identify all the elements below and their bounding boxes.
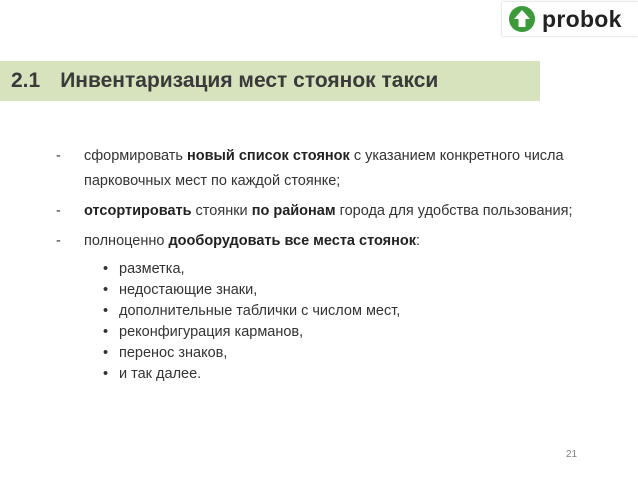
text-segment: : [416,233,421,249]
bullet-dot: • [103,282,109,298]
slide-title-bar [0,61,540,101]
bullet-list [0,259,638,385]
bullet-dot: • [103,345,109,361]
probok-logo [502,2,638,36]
dash-marker: - [56,148,61,164]
dash-list [0,144,638,254]
dash-list-item [0,229,638,254]
bullet-item [103,343,638,364]
bullet-dot: • [103,324,109,340]
bold-text: новый список стоянок [187,148,350,164]
text-segment: полноценно [84,233,169,249]
dash-marker: - [56,233,61,249]
bullet-item [103,301,638,322]
text-segment: сформировать [84,148,188,164]
bullet-text: разметка, [119,261,185,277]
bullet-item [103,280,638,301]
bullet-dot: • [103,261,109,277]
dash-list-item [0,199,638,224]
bullet-dot: • [103,303,109,319]
bullet-item [103,322,638,343]
dash-list-item [0,144,638,194]
bold-text: отсортировать [84,203,192,219]
bullet-item [103,259,638,280]
slide-content [0,144,638,385]
text-segment: с указанием конкретного числа парковочных мест по каждой стоянке; [84,148,564,189]
bullet-text: недостающие знаки, [119,282,258,298]
up-arrow-circle-icon [508,5,536,33]
bold-text: по районам [251,203,336,219]
bullet-text: реконфигурация карманов, [119,324,304,340]
text-segment: стоянки [191,203,252,219]
section-number: 2.1 [11,69,41,92]
bold-text: дооборудовать все места стоянок [168,233,416,249]
bullet-dot: • [103,366,109,382]
slide-title: Инвентаризация мест стоянок такси [60,69,439,92]
text-segment: города для удобства пользования; [335,203,573,219]
page-number: 21 [566,449,578,460]
bullet-item [103,364,638,385]
dash-marker: - [56,203,61,219]
bullet-text: и так далее. [119,366,202,382]
bullet-text: перенос знаков, [119,345,228,361]
logo-text: probok [542,5,622,32]
bullet-text: дополнительные таблички с числом мест, [119,303,401,319]
